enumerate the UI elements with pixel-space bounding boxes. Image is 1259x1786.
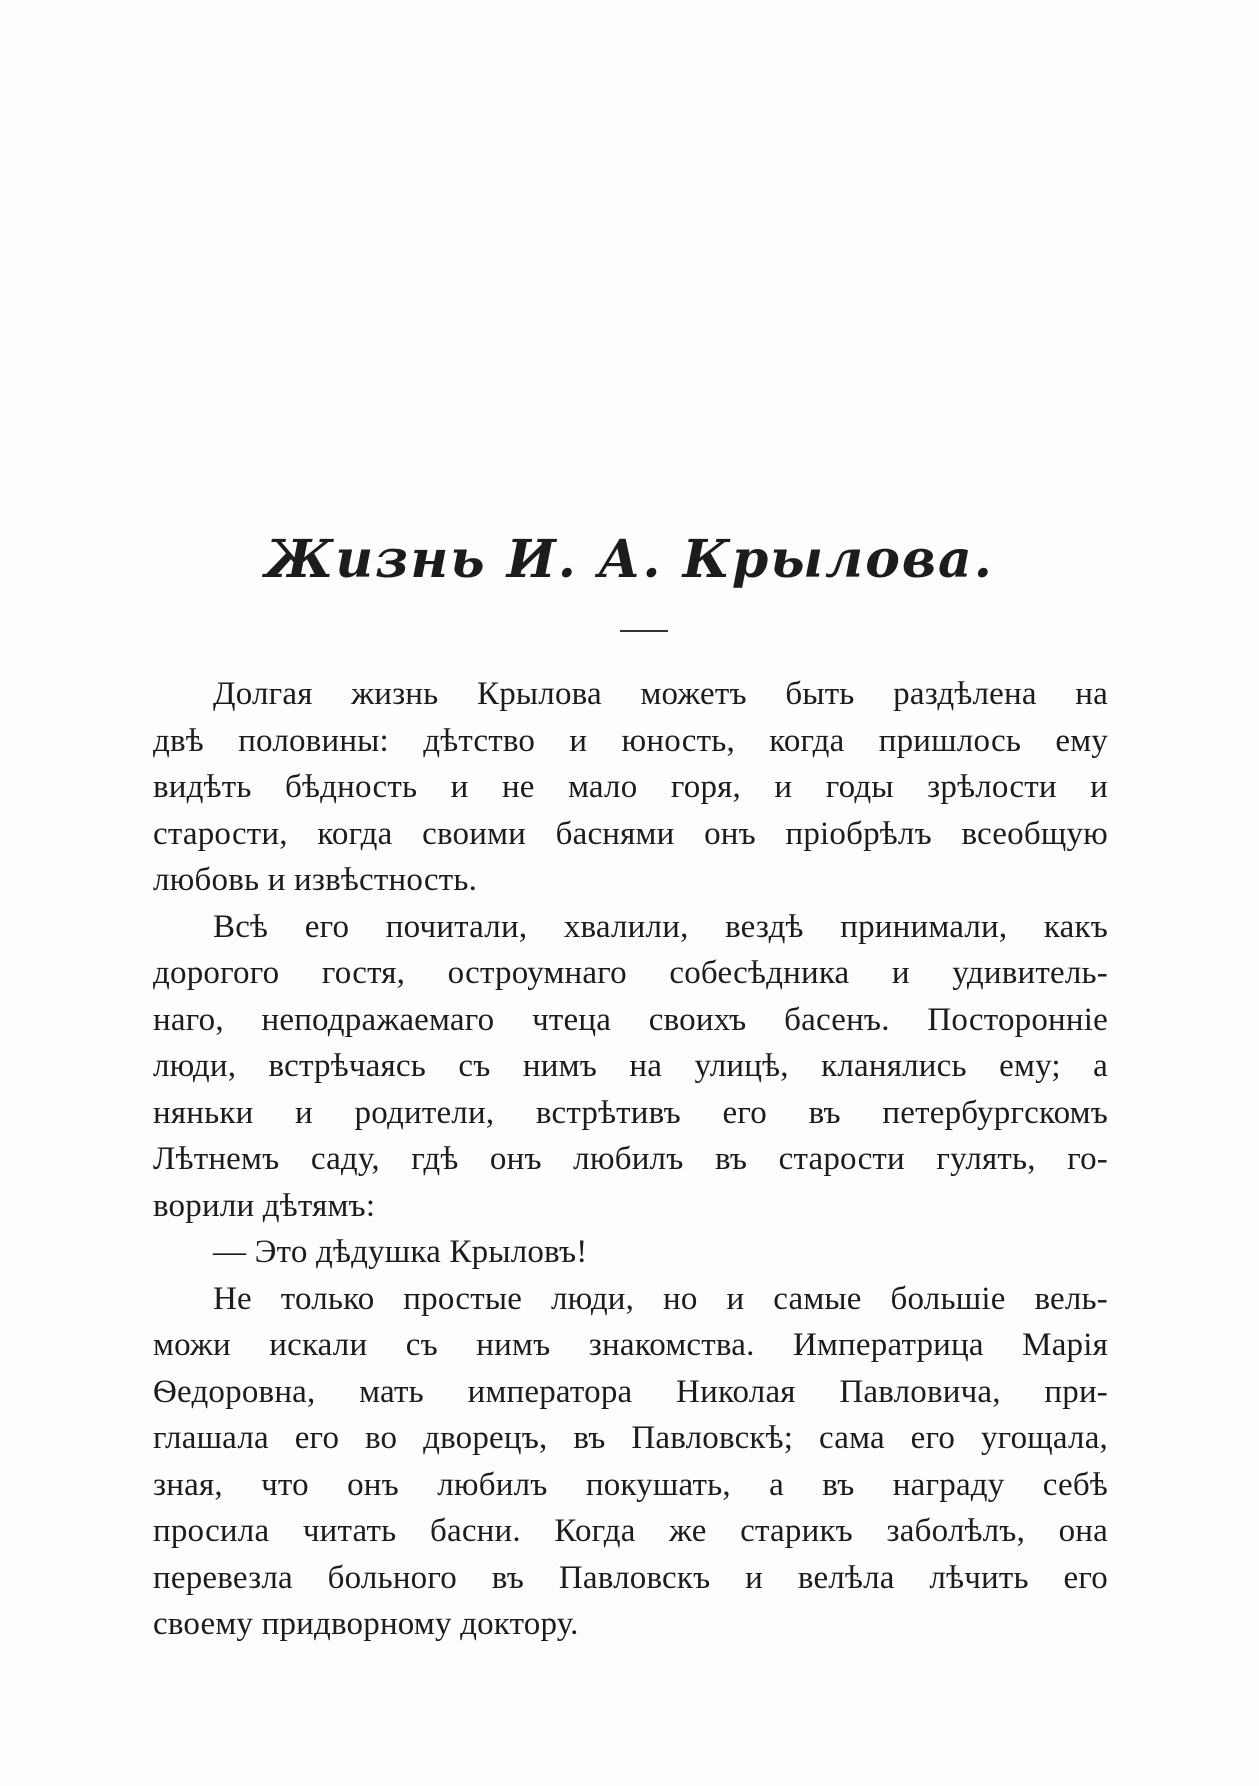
text-line: зная, что онъ любилъ покушать, а въ награду себѣ [153,1466,1108,1503]
text-line: перевезла больного въ Павловскъ и велѣла лѣчить его [153,1559,1108,1596]
title-divider [620,630,668,632]
chapter-title: Жизнь И. А. Крылова. [265,529,994,590]
text-line: Долгая жизнь Крылова можетъ быть раздѣлена на [213,676,1108,712]
text-line: видѣть бѣдность и не мало горя, и годы зрѣлости и [153,769,1108,805]
text-line: своему придворному доктору. [153,1606,579,1642]
text-line: люди, встрѣчаясь съ нимъ на улицѣ, кланялись ему; а [153,1048,1108,1084]
paragraph [153,1276,1108,1648]
text-line: наго, неподражаемаго чтеца своихъ басенъ. Посторонніе [153,1001,1108,1038]
text-line: просила читать басни. Когда же старикъ заболѣлъ, она [153,1513,1108,1549]
paragraph [153,1229,1108,1276]
text-line: Лѣтнемъ саду, гдѣ онъ любилъ въ старости гулять, го- [153,1141,1108,1177]
text-line: Всѣ его почитали, хвалили, вездѣ принимали, какъ [213,908,1108,945]
text-line: старости, когда своими баснями онъ пріобрѣлъ всеобщую [153,815,1108,852]
text-line: Ѳедоровна, мать императора Николая Павловича, при- [153,1373,1108,1410]
body-text [153,671,1108,1648]
text-line: Не только простые люди, но и самые большіе вель- [213,1280,1108,1317]
text-line: няньки и родители, встрѣтивъ его въ петербургскомъ [153,1094,1108,1131]
text-line: двѣ половины: дѣтство и юность, когда пришлось ему [153,722,1108,759]
text-line: ворили дѣтямъ: [153,1187,376,1224]
text-line: дорогого гостя, остроумнаго собесѣдника и удивитель- [153,955,1108,991]
text-line: — Это дѣдушка Крыловъ! [213,1234,588,1270]
text-line: глашала его во дворецъ, въ Павловскѣ; сама его угощала, [153,1420,1108,1456]
text-line: можи искали съ нимъ знакомства. Императрица Марія [153,1327,1108,1363]
paragraph [153,904,1108,1230]
text-line: любовь и извѣстность. [153,862,478,898]
paragraph [153,671,1108,904]
